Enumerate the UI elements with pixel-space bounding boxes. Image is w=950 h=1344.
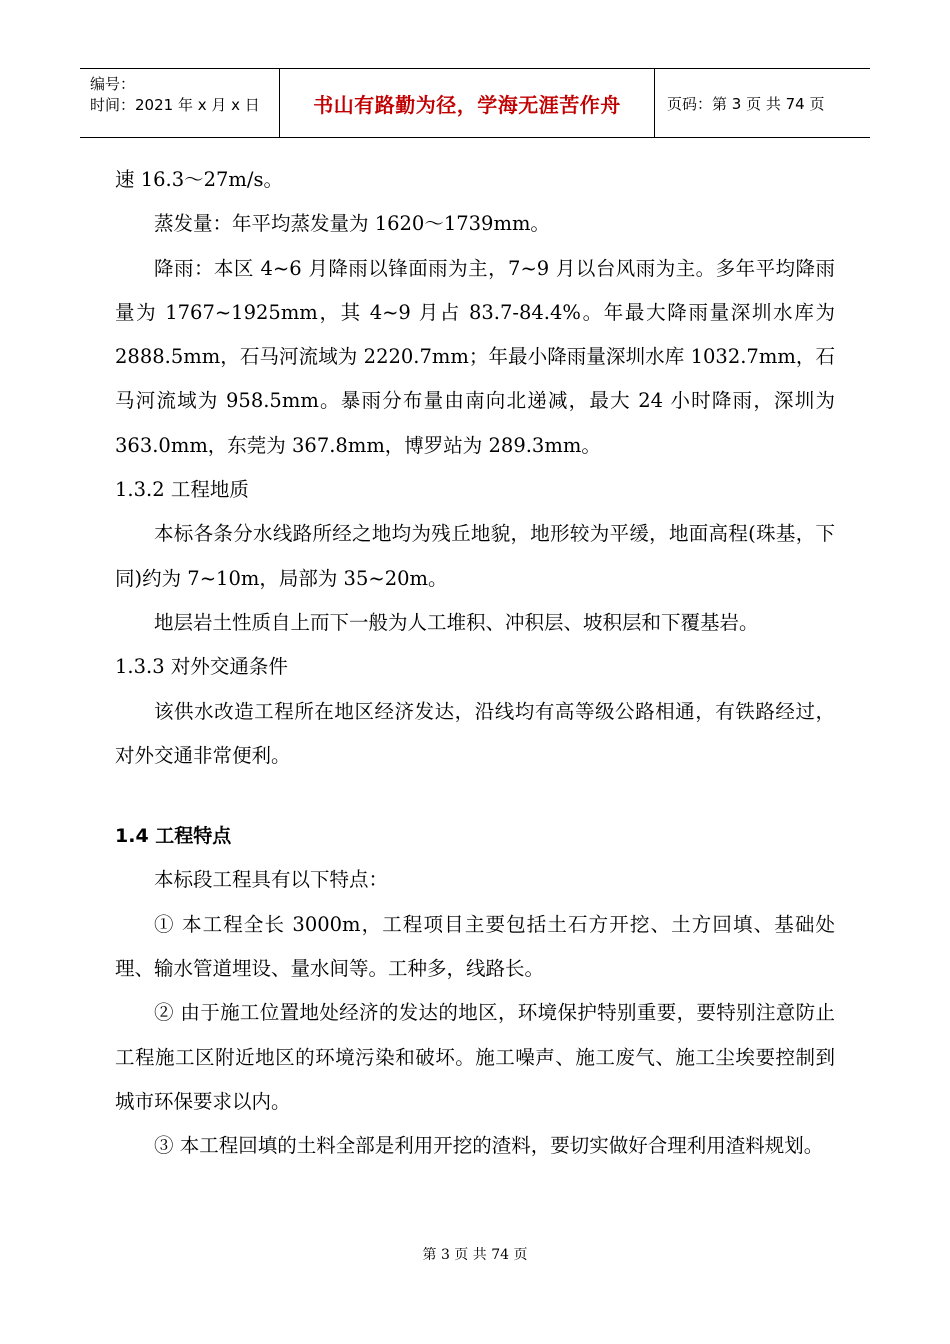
- paragraph-rainfall: 降雨：本区 4~6 月降雨以锋面雨为主，7~9 月以台风雨为主。多年平均降雨量为 1767~1925mm，其 4~9 月占 83.7-84.4%。年最大降雨量深圳水库为 2888.5mm，石马河流域为 2220.7mm；年最小降雨量深圳水库 1032.7mm，石马河流域为 958.5mm。暴雨分布量由南向北递减，最大 24 小时降雨，深圳为 363.0mm，东莞为 367.8mm，博罗站为 289.3mm。: [115, 256, 835, 457]
- list-item-feature-3: ③ 本工程回填的土料全部是利用开挖的渣料，要切实做好合理利用渣料规划。: [154, 1134, 824, 1158]
- header-motto-cell: [280, 69, 655, 137]
- paragraph-wind-speed: 速 16.3～27m/s。: [115, 168, 283, 191]
- paragraph-evaporation: 蒸发量：年平均蒸发量为 1620～1739mm。: [154, 212, 550, 236]
- paragraph-landform: 本标各条分水线路所经之地均为残丘地貌，地形较为平缓，地面高程(珠基，下同)约为 7~10m，局部为 35~20m。: [115, 522, 835, 590]
- document-body: [115, 158, 835, 1169]
- page-footer: 第 3 页 共 74 页: [422, 1247, 528, 1263]
- header-page-number: 页码：第 3 页 共 74 页: [667, 94, 825, 113]
- document-date-label: 时间：2021 年 x 月 x 日: [90, 96, 260, 114]
- paragraph-features-intro: 本标段工程具有以下特点：: [154, 868, 389, 892]
- header-meta: [80, 69, 280, 137]
- heading-project-features: 1.4 工程特点: [115, 825, 232, 848]
- page-header: [80, 68, 870, 138]
- header-motto: 书山有路勤为径，学海无涯苦作舟: [313, 92, 621, 117]
- list-item-feature-2: ② 由于施工位置地处经济的发达的地区，环境保护特别重要，要特别注意防止工程施工区附近地区的环境污染和破坏。施工噪声、施工废气、施工尘埃要控制到城市环保要求以内。: [115, 1001, 835, 1113]
- list-item-feature-1: ① 本工程全长 3000m，工程项目主要包括土石方开挖、土方回填、基础处理、输水管道埋设、量水间等。工种多，线路长。: [115, 912, 835, 981]
- heading-geology: 1.3.2 工程地质: [115, 478, 249, 502]
- heading-transport: 1.3.3 对外交通条件: [115, 655, 288, 679]
- document-number-label: 编号：: [90, 75, 136, 93]
- section-spacer: [115, 778, 835, 814]
- paragraph-strata: 地层岩土性质自上而下一般为人工堆积、冲积层、坡积层和下覆基岩。: [154, 610, 759, 634]
- paragraph-transport: 该供水改造工程所在地区经济发达，沿线均有高等级公路相通，有铁路经过，对外交通非常便利。: [115, 699, 835, 767]
